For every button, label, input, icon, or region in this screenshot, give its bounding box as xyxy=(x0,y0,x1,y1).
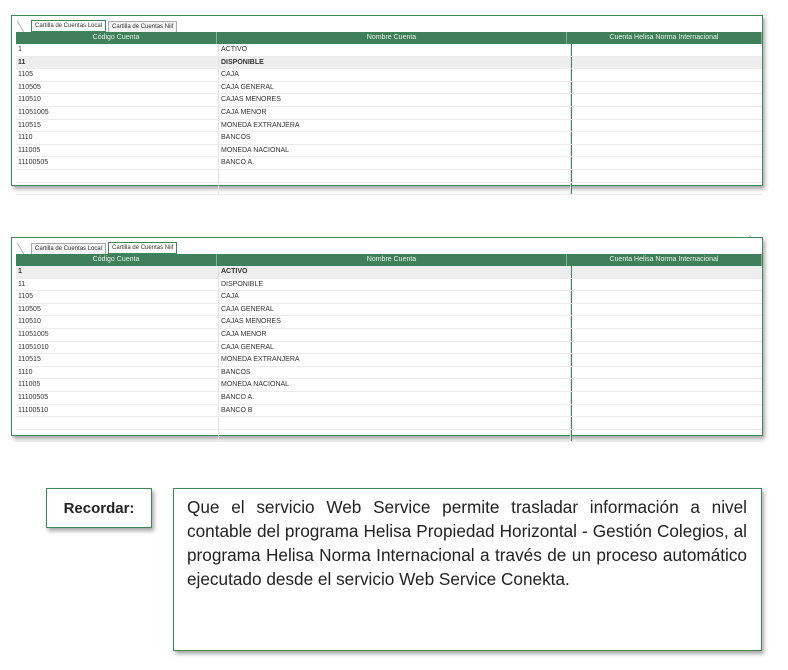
account-code-cell: 110515 xyxy=(16,354,219,366)
table-row[interactable] xyxy=(16,405,762,418)
column-header-name[interactable]: Nombre Cuenta xyxy=(217,32,567,44)
intl-account-cell[interactable] xyxy=(571,69,762,81)
table-row[interactable] xyxy=(16,82,762,95)
intl-account-cell[interactable] xyxy=(571,392,762,404)
grid-body xyxy=(16,266,762,442)
account-name-cell: CAJAS MENORES xyxy=(219,94,571,106)
intl-account-cell[interactable] xyxy=(571,316,762,328)
table-row[interactable] xyxy=(16,266,762,279)
intl-account-cell[interactable] xyxy=(571,57,762,69)
account-code-cell: 1 xyxy=(16,44,219,56)
account-code-cell: 110505 xyxy=(16,82,219,94)
intl-account-cell[interactable] xyxy=(571,417,762,429)
intl-account-cell[interactable] xyxy=(571,367,762,379)
account-code-cell: 110505 xyxy=(16,304,219,316)
account-code-cell: 11100505 xyxy=(16,157,219,169)
table-row[interactable] xyxy=(16,291,762,304)
tab-niif-accounts[interactable]: Cartilla de Cuentas Niif xyxy=(108,242,177,254)
account-code-cell: 11051005 xyxy=(16,107,219,119)
column-header-intl-account[interactable]: Cuenta Helisa Norma Internacional xyxy=(567,32,762,44)
account-code-cell: 11051010 xyxy=(16,342,219,354)
account-code-cell xyxy=(16,430,219,442)
account-name-cell: CAJA GENERAL xyxy=(219,82,571,94)
accounts-grid xyxy=(16,254,762,435)
chart-of-accounts-panel-local xyxy=(11,15,763,186)
table-row[interactable] xyxy=(16,94,762,107)
intl-account-cell[interactable] xyxy=(571,430,762,442)
account-name-cell: ACTIVO xyxy=(219,266,571,278)
intl-account-cell[interactable] xyxy=(571,94,762,106)
account-code-cell: 110510 xyxy=(16,94,219,106)
table-row[interactable] xyxy=(16,120,762,133)
table-row[interactable] xyxy=(16,304,762,317)
table-row[interactable] xyxy=(16,132,762,145)
account-name-cell: BANCOS xyxy=(219,132,571,144)
intl-account-cell[interactable] xyxy=(571,44,762,56)
table-row[interactable] xyxy=(16,417,762,430)
account-code-cell: 110515 xyxy=(16,120,219,132)
tab-strip xyxy=(20,241,179,254)
account-code-cell xyxy=(16,183,219,195)
table-row[interactable] xyxy=(16,107,762,120)
table-row[interactable] xyxy=(16,183,762,196)
intl-account-cell[interactable] xyxy=(571,304,762,316)
account-name-cell: MONEDA EXTRANJERA xyxy=(219,354,571,366)
account-code-cell: 1105 xyxy=(16,69,219,81)
tab-separator xyxy=(17,243,32,254)
column-header-code[interactable]: Código Cuenta xyxy=(16,254,217,266)
window-controls-icon[interactable]: – × xyxy=(743,235,752,241)
account-name-cell: DISPONIBLE xyxy=(219,279,571,291)
tab-niif-accounts[interactable]: Cartilla de Cuentas Niif xyxy=(108,21,177,32)
intl-account-cell[interactable] xyxy=(571,291,762,303)
grid-header xyxy=(16,32,762,44)
accounts-grid xyxy=(16,32,762,185)
account-name-cell: BANCO B xyxy=(219,405,571,417)
account-name-cell: CAJA xyxy=(219,69,571,81)
intl-account-cell[interactable] xyxy=(571,120,762,132)
intl-account-cell[interactable] xyxy=(571,329,762,341)
account-code-cell: 11100510 xyxy=(16,405,219,417)
account-name-cell: CAJA xyxy=(219,291,571,303)
reminder-text: Que el servicio Web Service permite trasladar información a nivel contable del programa Helisa Propiedad Horizontal - Gestión Colegios, al programa Helisa Norma Internacional a través de un proceso automático ejecutado desde el servicio Web Service Conekta. xyxy=(173,488,762,651)
table-row[interactable] xyxy=(16,430,762,443)
account-name-cell xyxy=(219,170,571,182)
tab-strip xyxy=(20,19,179,32)
table-row[interactable] xyxy=(16,44,762,57)
account-name-cell: BANCO A. xyxy=(219,392,571,404)
account-name-cell: MONEDA NACIONAL xyxy=(219,145,571,157)
account-name-cell: MONEDA EXTRANJERA xyxy=(219,120,571,132)
tab-local-accounts[interactable]: Cartilla de Cuentas Local xyxy=(31,20,106,32)
account-code-cell: 1110 xyxy=(16,132,219,144)
account-name-cell: MONEDA NACIONAL xyxy=(219,379,571,391)
intl-account-cell[interactable] xyxy=(571,107,762,119)
intl-account-cell[interactable] xyxy=(571,183,762,195)
tab-local-accounts[interactable]: Cartilla de Cuentas Local xyxy=(31,243,106,254)
table-row[interactable] xyxy=(16,57,762,70)
reminder-label: Recordar: xyxy=(46,488,152,528)
table-row[interactable] xyxy=(16,329,762,342)
intl-account-cell[interactable] xyxy=(571,342,762,354)
account-name-cell xyxy=(219,417,571,429)
account-name-cell xyxy=(219,183,571,195)
account-code-cell: 111005 xyxy=(16,379,219,391)
account-code-cell: 11100505 xyxy=(16,392,219,404)
column-header-code[interactable]: Código Cuenta xyxy=(16,32,217,44)
intl-account-cell[interactable] xyxy=(571,145,762,157)
account-code-cell xyxy=(16,170,219,182)
account-code-cell: 111005 xyxy=(16,145,219,157)
account-code-cell: 1110 xyxy=(16,367,219,379)
account-name-cell: CAJAS MENORES xyxy=(219,316,571,328)
table-row[interactable] xyxy=(16,279,762,292)
account-name-cell xyxy=(219,430,571,442)
account-code-cell: 1 xyxy=(16,266,219,278)
chart-of-accounts-panel-niif xyxy=(11,237,763,436)
account-name-cell: CAJA MENOR xyxy=(219,329,571,341)
account-name-cell: BANCO A. xyxy=(219,157,571,169)
table-row[interactable] xyxy=(16,145,762,158)
table-row[interactable] xyxy=(16,170,762,183)
intl-account-cell[interactable] xyxy=(571,132,762,144)
account-name-cell: CAJA GENERAL xyxy=(219,304,571,316)
intl-account-cell[interactable] xyxy=(571,82,762,94)
account-name-cell: BANCOS xyxy=(219,367,571,379)
table-row[interactable] xyxy=(16,316,762,329)
account-code-cell: 110510 xyxy=(16,316,219,328)
intl-account-cell[interactable] xyxy=(571,379,762,391)
tab-separator xyxy=(17,21,32,32)
table-row[interactable] xyxy=(16,157,762,170)
account-code-cell: 11051005 xyxy=(16,329,219,341)
table-row[interactable] xyxy=(16,342,762,355)
table-row[interactable] xyxy=(16,69,762,82)
column-header-name[interactable]: Nombre Cuenta xyxy=(217,254,567,266)
grid-body xyxy=(16,44,762,195)
account-name-cell: CAJA GENERAL xyxy=(219,342,571,354)
account-code-cell: 11 xyxy=(16,279,219,291)
account-name-cell: CAJA MENOR xyxy=(219,107,571,119)
intl-account-cell[interactable] xyxy=(571,266,762,278)
intl-account-cell[interactable] xyxy=(571,170,762,182)
table-row[interactable] xyxy=(16,392,762,405)
table-row[interactable] xyxy=(16,354,762,367)
intl-account-cell[interactable] xyxy=(571,157,762,169)
account-code-cell: 11 xyxy=(16,57,219,69)
intl-account-cell[interactable] xyxy=(571,279,762,291)
account-name-cell: DISPONIBLE xyxy=(219,57,571,69)
intl-account-cell[interactable] xyxy=(571,405,762,417)
intl-account-cell[interactable] xyxy=(571,354,762,366)
account-code-cell: 1105 xyxy=(16,291,219,303)
account-code-cell xyxy=(16,417,219,429)
column-header-intl-account[interactable]: Cuenta Helisa Norma Internacional xyxy=(567,254,762,266)
table-row[interactable] xyxy=(16,367,762,380)
table-row[interactable] xyxy=(16,379,762,392)
grid-header xyxy=(16,254,762,266)
account-name-cell: ACTIVO xyxy=(219,44,571,56)
